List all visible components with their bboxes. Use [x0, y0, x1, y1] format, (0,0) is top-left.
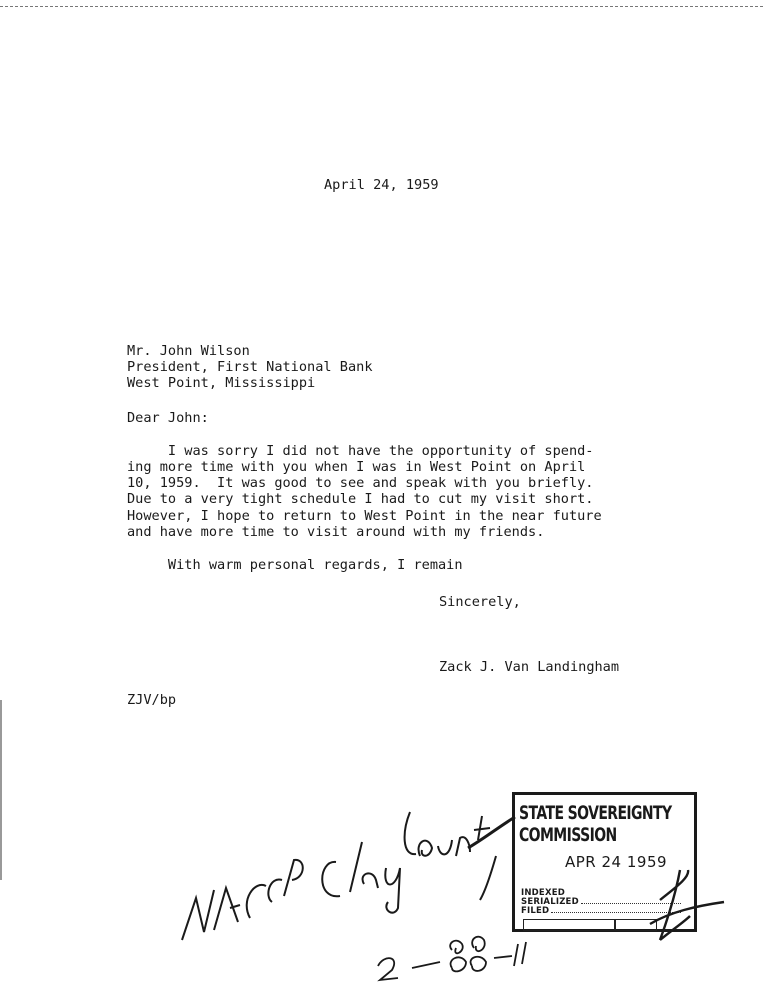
- recipient-location: West Point, Mississippi: [127, 375, 316, 391]
- paragraph-line-3: 10, 1959. It was good to see and speak with you briefly.: [127, 475, 594, 491]
- clay-county-scrawl: [322, 812, 496, 913]
- stamp-connector-stroke: [468, 817, 515, 848]
- paragraph-line-1: I was sorry I did not have the opportunity of spend-: [127, 443, 594, 459]
- stamp-initials-scrawl: [650, 870, 724, 940]
- closing: Sincerely,: [439, 594, 521, 610]
- paragraph-line-5: However, I hope to return to West Point in the near future: [127, 508, 602, 524]
- stamp-date: APR 24 1959: [565, 853, 668, 871]
- typist-initials: ZJV/bp: [127, 692, 177, 708]
- salutation: Dear John:: [127, 410, 209, 426]
- letter-date: April 24, 1959: [324, 177, 439, 193]
- naacp-scrawl: [182, 860, 303, 940]
- stamp-row-label: FILED: [521, 906, 550, 916]
- paragraph-line-6: and have more time to visit around with my friends.: [127, 524, 545, 540]
- file-number-scrawl: [378, 937, 526, 980]
- recipient-name: Mr. John Wilson: [127, 343, 250, 359]
- stamp-title: STATE SOVEREIGNTY COMMISSION: [519, 803, 672, 847]
- stamp-row-label: SERIALIZED: [521, 897, 579, 907]
- signature-name: Zack J. Van Landingham: [439, 659, 620, 675]
- stamp-row-label: INDEXED: [521, 888, 565, 898]
- paragraph-line-4: Due to a very tight schedule I had to cut my visit short.: [127, 491, 594, 507]
- paragraph-line-2: ing more time with you when I was in West Point on April: [127, 459, 586, 475]
- closing-line: With warm personal regards, I remain: [127, 557, 463, 573]
- recipient-title: President, First National Bank: [127, 359, 373, 375]
